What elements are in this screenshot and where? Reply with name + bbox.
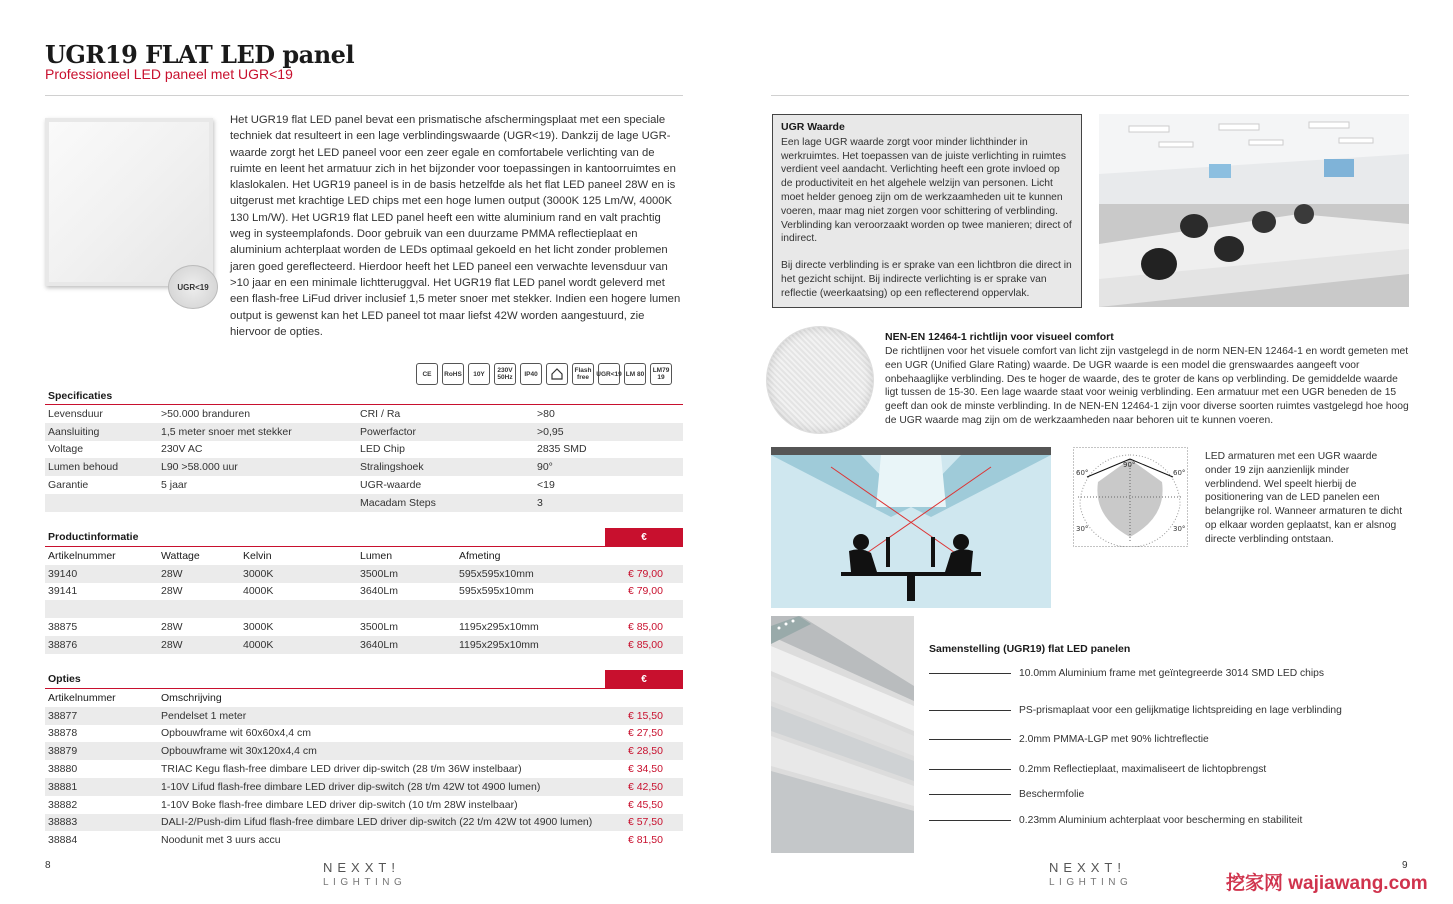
divider [45,95,683,96]
voltage-icon: 230V 50Hz [494,363,516,385]
lm80-icon: LM 80 [624,363,646,385]
layer-item: 0.2mm Reflectieplaat, maximaliseert de lichtopbrengst [929,764,1266,775]
price-header: € [605,528,683,546]
options-table [45,689,683,849]
nen-title: NEN-EN 12464-1 richtlijn voor visueel comfort [885,331,1114,343]
ugr-box-text: Een lage UGR waarde zorgt voor minder lichthinder in werkruimtes. Het toepassen van de juiste verlichting in ruimtes verdient veel aandacht. Verlichting heeft een grote invloed op de productiviteit en het algehele welzijn van personen. Licht moet helder genoeg zijn om de werkzaamheden uit te kunnen voeren, maar mag niet zorgen voor schittering of verblinding. Verblinding kan veroorzaakt worden op twee manieren; direct of indirect. [781,136,1072,245]
watermark: 挖家网 wajiawang.com [1226,873,1428,894]
table-row: Macadam Steps 3 [45,494,683,512]
brand-logo-right: NEXXT! [1049,860,1126,875]
indoor-icon [546,363,568,385]
table-header-row: Artikelnummer Omschrijving [48,691,222,704]
table-row: 38884 Noodunit met 3 uurs accu € 81,50 [48,834,663,847]
specs-table [45,405,683,512]
table-row: 38878 Opbouwframe wit 60x60x4,4 cm € 27,50 [48,727,663,740]
table-row: 39141 28W 4000K 3640Lm 595x595x10mm € 79,00 [48,585,663,598]
table-header-row: Artikelnummer Wattage Kelvin Lumen Afmeting [48,549,501,562]
table-row: 38875 28W 3000K 3500Lm 1195x295x10mm € 85,00 [48,621,663,634]
composition-title: Samenstelling (UGR19) flat LED panelen [929,643,1131,655]
page-title: UGR19 FLAT LED panel [45,40,355,69]
glare-illustration [771,447,1051,608]
layer-item: 0.23mm Aluminium achterplaat voor bescherming en stabiliteit [929,815,1302,826]
ip-rating-icon: IP40 [520,363,542,385]
polar-label: 60° [1173,469,1186,477]
classroom-photo [1099,114,1409,307]
ce-icon: CE [416,363,438,385]
table-row: Aansluiting 1,5 meter snoer met stekker Powerfactor >0,95 [45,423,683,441]
table-row [45,600,683,618]
layer-item: 2.0mm PMMA-LGP met 90% lichtreflectie [929,734,1209,745]
table-row: Lumen behoud L90 >58.000 uur Stralingshoek 90° [45,458,683,476]
polar-label: 30° [1076,525,1089,533]
ugr-icon: UGR<19 [598,363,620,385]
options-price-header: € [605,670,683,688]
products-heading: Productinformatie [48,531,139,543]
led-panel-image [45,118,213,286]
divider [771,95,1409,96]
page-number-left: 8 [45,860,51,871]
table-row: Levensduur >50.000 branduren CRI / Ra >80 [48,407,555,420]
table-row: 38880 TRIAC Kegu flash-free dimbare LED driver dip-switch (28 t/m 36W instelbaar) € 34,50 [48,763,663,776]
table-row: 38876 28W 4000K 3640Lm 1195x295x10mm € 85,00 [45,636,683,654]
ugr-badge: UGR<19 [168,265,218,309]
ugr-box-text-2: Bij directe verblinding is er sprake van een lichtbron die direct in het gezicht schijnt. Bij indirecte verlichting is er sprake van reflectie (weerkaatsing) op een reflecterend oppervlak. [781,260,1072,299]
layer-item: 10.0mm Aluminium frame met geïntegreerde 3014 SMD LED chips [929,668,1324,679]
rohs-icon: RoHS [442,363,464,385]
panel-layers-image [771,616,914,853]
table-row: 38882 1-10V Boke flash-free dimbare LED driver dip-switch (10 t/m 28W instelbaar) € 45,50 [48,798,663,811]
table-row: Garantie 5 jaar UGR-waarde <19 [48,479,555,492]
intro-text: Het UGR19 flat LED panel bevat een prismatische afschermingsplaat met een speciale techniek dat resulteert in een lage verblindingswaarde (UGR<19). Dankzij de lage UGR-waarde zorgt het LED paneel voor een zeer egale en comfortabele verlichting van de ruimte en leent het armatuur zich in het bijzonder voor toepassingen in kantoorruimtes en klaslokalen. Het UGR19 paneel is in de basis hetzelfde als het flat LED paneel 28W en is uitgerust met krachtige LED chips met een hoge lumen output (3000K 125 Lm/W, 4000K 130 Lm/W). Het UGR19 flat LED panel heeft een witte aluminium rand en valt prachtig weg in systeemplafonds. Door gebruik van een duurzame PMMA reflectieplaat en aluminium achterplaat worden de LEDs optimaal gekoeld en het licht zonder problemen jaren goed gereflecteerd. Hierdoor heeft het LED paneel een verwachte levensduur van >10 jaar en een minimale lichtteruggval. Het UGR19 flat LED panel wordt geleverd met een flash-free LiFud driver inclusief 1,5 meter snoer met stekker. Indien een hogere lumen output is gewenst kan het LED paneel tot maar liefst 42W worden aangestuurd, zie hiervoor de opties. [230,114,681,338]
page-number-right: 9 [1402,860,1408,871]
brand-sub-left: LIGHTING [323,877,407,888]
brand-sub-right: LIGHTING [1049,877,1133,888]
table-row: 38879 Opbouwframe wit 30x120x4,4 cm € 28,50 [45,742,683,760]
layer-item: PS-prismaplaat voor een gelijkmatige lichtspreiding en lage verblinding [929,705,1342,716]
led-placement-text: LED armaturen met een UGR waarde onder 19 zijn aanzienlijk minder verblindend. Wel speelt hierbij de positionering van de LED panelen een belangrijke rol. Wanneer armaturen te dicht op elkaar worden geplaatst, kan er alsnog directe verblinding ontstaan. [1205,451,1403,545]
brand-logo-left: NEXXT! [323,860,400,875]
options-heading: Opties [48,673,81,685]
prism-detail-image [766,326,874,434]
flash-free-icon: Flash free [572,363,594,385]
specs-heading: Specificaties [48,390,113,402]
ugr-box-title: UGR Waarde [781,121,845,133]
polar-label: 60° [1076,469,1089,477]
lm79-icon: LM79 19 [650,363,672,385]
table-row: 38877 Pendelset 1 meter € 15,50 [45,707,683,725]
polar-label: 30° [1173,525,1186,533]
ugr-info-box [772,114,1082,308]
nen-text: De richtlijnen voor het visuele comfort van licht zijn vastgelegd in de norm NEN-EN 12464-1 en wordt gemeten met een UGR (Unified Glare Rating) waarde. De UGR waarde is een model die grenswaardes aangeeft voor onbehaaglijke verblinding. Des te hoger de waarde, des te groter de kans op verblinding. De gemiddelde waarde ligt tussen de 15-30. Een lage waarde staat voor weinig verblinding. Een armatuur met een UGR beneden de 15 geeft dan ook de minste verblinding. In de NEN-EN 12464-1 zijn voor diverse soorten ruimtes vastgelegd hoe hoog de UGR waarde mag zijn om de werkzaamheden naar behoren uit te kunnen voeren. [885,346,1409,426]
light-distribution-diagram [1073,447,1188,547]
products-table [45,547,683,654]
table-row: 38881 1-10V Lifud flash-free dimbare LED driver dip-switch (28 t/m 42W tot 4900 lumen) € 42,50 [45,778,683,796]
table-row: Voltage 230V AC LED Chip 2835 SMD [48,443,587,456]
polar-label: 90° [1123,461,1136,469]
certification-icons [416,363,672,385]
warranty-icon: 10Y [468,363,490,385]
table-row: 39140 28W 3000K 3500Lm 595x595x10mm € 79,00 [45,565,683,583]
page-subtitle: Professioneel LED paneel met UGR<19 [45,66,293,82]
layer-item: Beschermfolie [929,789,1084,800]
table-row: 38883 DALI-2/Push-dim Lifud flash-free dimbare LED driver dip-switch (22 t/m 42W tot 4900 lumen) € 57,50 [45,814,683,832]
